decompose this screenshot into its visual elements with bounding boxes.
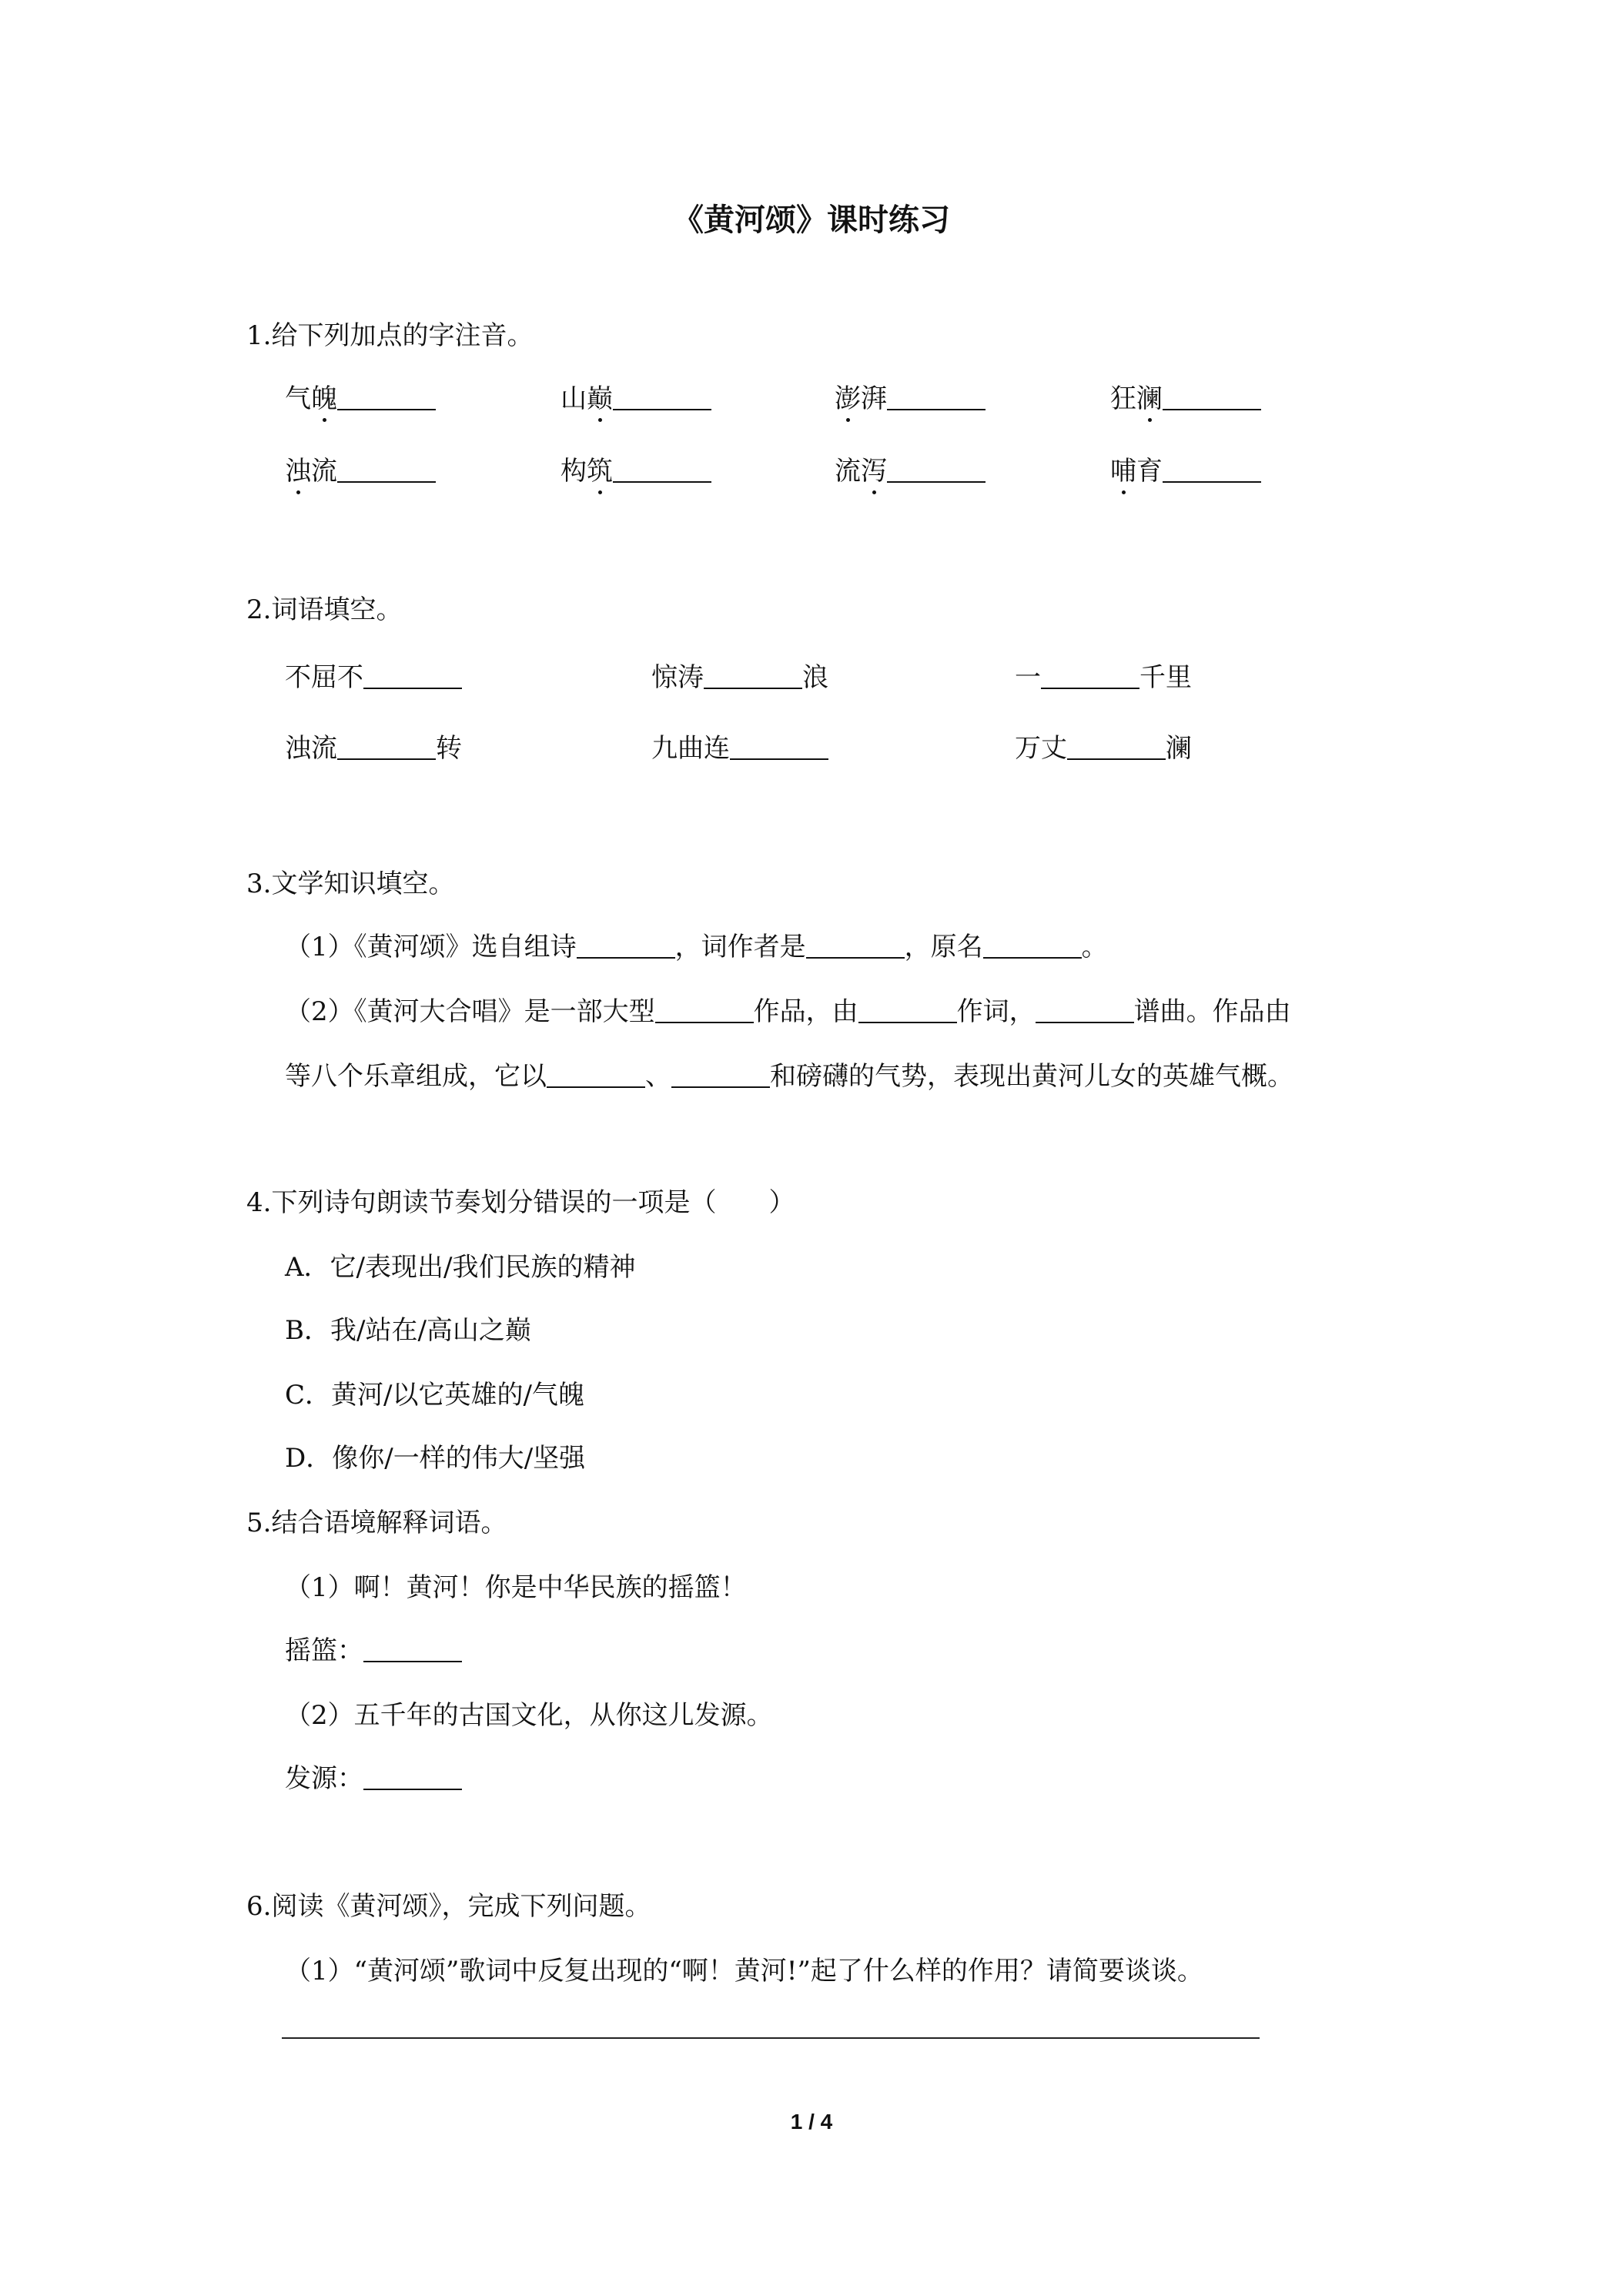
q4-option-d: D．像你/一样的伟大/坚强 (285, 1443, 586, 1474)
q3-sentence-3: 等八个乐章组成，它以 、 和磅礴的气势，表现出黄河儿女的英雄气概。 (285, 1061, 1293, 1092)
q5-answer-1: 摇篮： (285, 1635, 462, 1666)
question-3-heading: 3.文学知识填空。 (246, 869, 455, 899)
question-1-heading: 1.给下列加点的字注音。 (246, 320, 534, 351)
q4-option-b: B．我/站在/高山之巅 (285, 1315, 531, 1346)
question-2-heading: 2.词语填空。 (246, 594, 403, 625)
q1-item: 流泻 (835, 456, 986, 487)
question-4-heading: 4.下列诗句朗读节奏划分错误的一项是（ ） (246, 1187, 795, 1218)
q4-option-a: A．它/表现出/我们民族的精神 (285, 1252, 636, 1283)
q2-item: 九曲连 (651, 733, 828, 764)
q3-sentence-1: （1）《黄河颂》选自组诗 ，词作者是 ，原名 。 (285, 932, 1108, 962)
q5-sentence-1: （1）啊！黄河！你是中华民族的摇篮！ (285, 1572, 747, 1603)
q6-sentence-1: （1）“黄河颂”歌词中反复出现的“啊！黄河!”起了什么样的作用？请简要谈谈。 (285, 1956, 1203, 1986)
q2-item: 不屈不 (285, 662, 462, 693)
question-6-heading: 6.阅读《黄河颂》，完成下列问题。 (246, 1891, 651, 1922)
q5-answer-2: 发源： (285, 1763, 462, 1794)
q1-item: 浊流 (285, 456, 436, 487)
page-number: 1 / 4 (790, 2110, 833, 2134)
q2-item: 惊涛 浪 (651, 662, 828, 693)
q1-item: 山巅 (561, 383, 711, 414)
q5-sentence-2: （2）五千年的古国文化，从你这儿发源。 (285, 1700, 773, 1731)
q2-item: 浊流 转 (285, 733, 462, 764)
q1-item: 狂澜 (1110, 383, 1261, 414)
page-title: 《黄河颂》课时练习 (673, 202, 950, 238)
answer-line (282, 2037, 1260, 2039)
q1-item: 构筑 (561, 456, 711, 487)
q1-item: 哺育 (1110, 456, 1261, 487)
q1-item: 澎湃 (835, 383, 986, 414)
q3-sentence-2: （2）《黄河大合唱》是一部大型 作品，由 作词， 谱曲。作品由 (285, 996, 1291, 1027)
question-5-heading: 5.结合语境解释词语。 (246, 1508, 507, 1538)
q1-item: 气魄 (285, 383, 436, 414)
q2-item: 一 千里 (1015, 662, 1192, 693)
q2-item: 万丈 澜 (1015, 733, 1192, 764)
q4-option-c: C．黄河/以它英雄的/气魄 (285, 1380, 584, 1411)
